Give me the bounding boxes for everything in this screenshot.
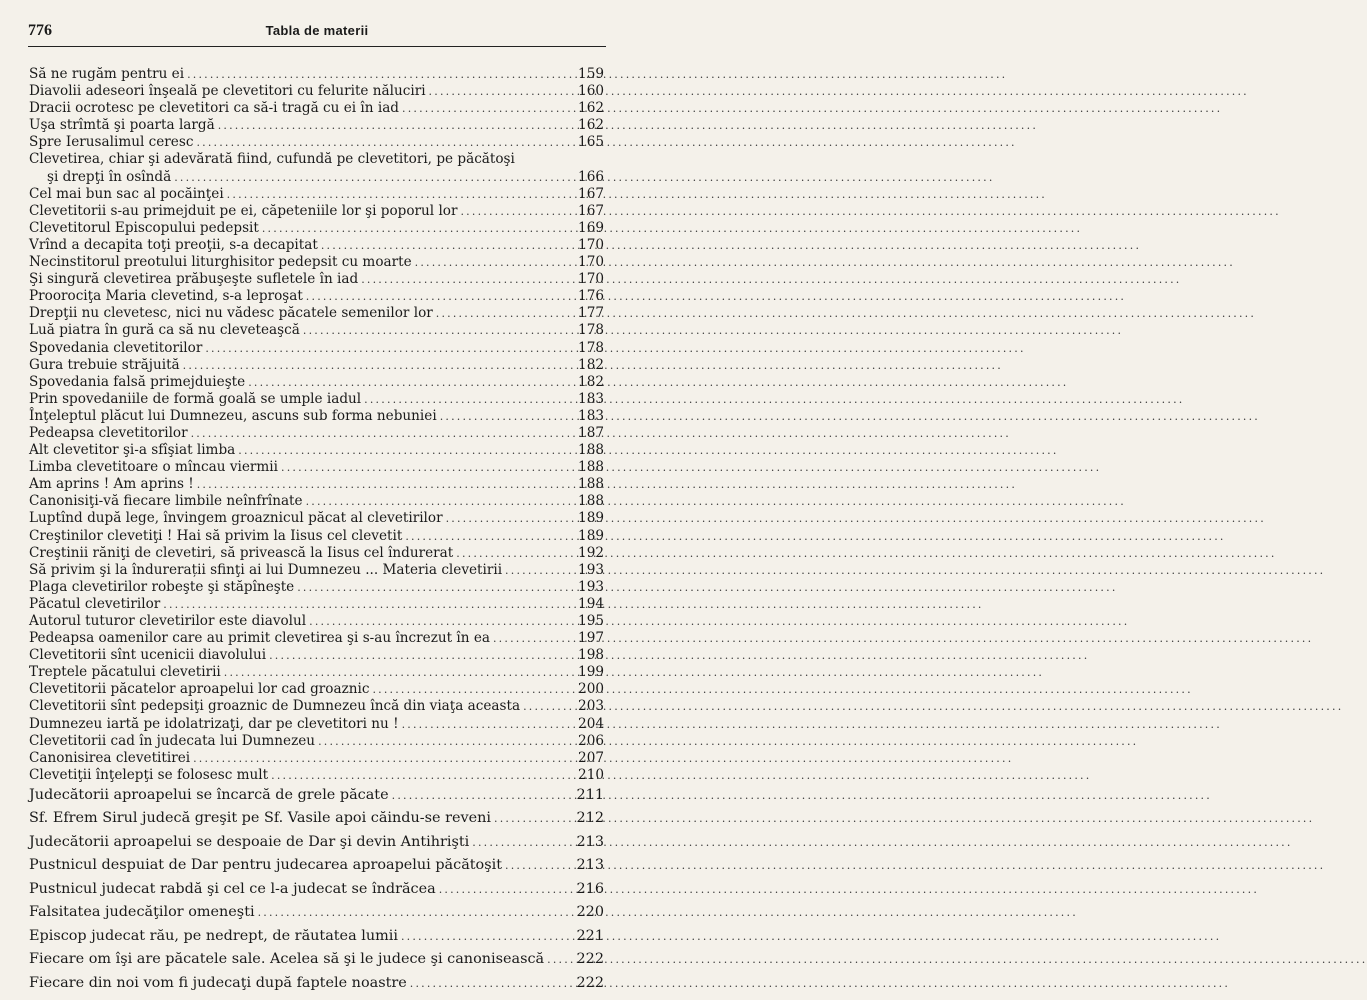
dot-leader [193,134,578,151]
toc-entry-title: Canonisirea clevetitirei [29,749,191,766]
toc-entry-page: 160 [578,83,604,100]
toc-entry-page: 203 [578,698,604,715]
toc-entry-title: Judecătorii aproapelui se despoaie de Dar şi devin Antihrişti [29,833,470,850]
toc-entry-title: Am aprins ! Am aprins ! [29,476,194,493]
dot-leader [278,459,578,476]
toc-entry [29,493,604,510]
toc-entry-title: Alt clevetitor şi-a sfîşiat limba [29,442,236,459]
toc-entry-page: 183 [578,390,604,407]
dot-leader [303,493,578,510]
dot-leader [315,733,578,750]
toc-entry-title: Uşa strîmtă şi poarta largă [29,117,215,134]
toc-entry-title: Treptele păcatului clevetirii [29,664,221,681]
toc-entry-page: 170 [578,271,604,288]
dot-leader [453,545,578,562]
toc-entry-title: Clevetitorii sînt pedepsiţi groaznic de Dumnezeu încă din viaţa aceasta [29,698,521,715]
dot-leader [433,305,578,322]
toc-entry-title: Înţeleptul plăcut lui Dumnezeu, ascuns sub forma nebuniei [29,407,437,424]
toc-entry [29,545,604,562]
toc-entry-title: Fiecare din noi vom fi judecaţi după faptele noastre [29,974,407,991]
toc-entry-page: 166 [578,168,604,185]
toc-entry-page: 182 [578,373,604,390]
toc-entry-page: 178 [578,322,604,339]
dot-leader [306,613,578,630]
toc-entry-title: Drepţii nu clevetesc, nici nu vădesc păcatele semenilor lor [29,305,433,322]
toc-entry [29,134,604,151]
dot-leader [490,630,578,647]
dot-leader [402,528,578,545]
toc-entry-page: 221 [576,927,604,944]
toc-entry-title: Spre Ierusalimul ceresc [29,134,194,151]
toc-entry [29,733,604,750]
dot-leader [300,322,578,339]
toc-entry-title: Clevetirea, chiar şi adevărată fiind, cufundă pe clevetitori, pe păcătoşi [29,151,515,168]
toc-entry-page: 159 [578,66,604,82]
toc-entry [29,681,604,698]
toc-entry-title: Necinstitorul preotului liturghisitor pedepsit cu moarte [29,254,412,271]
dot-leader [190,750,578,767]
toc-entry-title: Pustnicul judecat rabdă şi cel ce l-a judecat se îndrăcea [29,880,436,897]
toc-entry-page: 207 [578,749,604,766]
toc-entry-title: Episcop judecat rău, pe nedrept, de răutatea lumii [29,927,398,944]
dot-leader [294,579,578,596]
toc-entry-page: 192 [578,544,604,561]
toc-entry-title: Clevetitorul Episcopului pedepsit [29,219,259,236]
toc-entry [29,901,604,925]
toc-entry-title: Luă piatra în gură ca să nu cleveteaşcă [29,322,300,339]
toc-entry-title: Creştinii răniţi de clevetiri, să privească la Iisus cel îndurerat [29,544,454,561]
toc-entry-title: Cel mai bun sac al pocăinţei [29,185,224,202]
toc-entry-page: 170 [578,236,604,253]
dot-leader [224,186,578,203]
toc-entry-title: Falsitatea judecăţilor omeneşti [29,904,255,921]
toc-entry-title: Proorociţa Maria clevetind, s-a leproşat [29,288,303,305]
toc-entry [29,596,604,613]
dot-leader [520,698,578,715]
toc-entry [29,322,604,339]
toc-entry-title: Clevetitorii s-au primejduit pe ei, căpeteniile lor şi poporul lor [29,202,458,219]
toc-entry-page: 177 [578,305,604,322]
toc-entry-page: 170 [578,254,604,271]
toc-entry-page: 167 [578,202,604,219]
dot-leader [426,83,578,100]
toc-entry-title: Gura trebuie străjuită [29,356,180,373]
dot-leader [255,901,577,925]
toc-entry [29,878,604,902]
toc-entry-page: 162 [578,100,604,117]
toc-entry-title: Limba clevetitoare o mîncau viermii [29,459,278,476]
toc-entry-title: Creştinilor clevetiţi ! Hai să privim la Iisus cel clevetit [29,527,403,544]
toc-entry-title: Canonisiţi-vă fiecare limbile neînfrînate [29,493,303,510]
dot-leader [502,562,578,579]
toc-entry-page: 188 [578,442,604,459]
toc-entry [29,807,604,831]
toc-entry [29,83,604,100]
dot-leader [160,596,578,613]
toc-entry [29,767,604,784]
toc-entry [29,647,604,664]
toc-entry-title: Sf. Efrem Sirul judecă greşit pe Sf. Vasile apoi căindu-se reveni [29,810,492,827]
toc-entry [29,510,604,527]
toc-entry-page: 193 [578,561,604,578]
toc-entry [29,117,604,134]
toc-entry-title: Dumnezeu iartă pe idolatrizaţi, dar pe clevetitori nu ! [29,715,399,732]
toc-entry-page: 188 [578,493,604,510]
dot-leader [259,220,578,237]
toc-entry-title: Şi singură clevetirea prăbuşeşte sufletele în iad [29,271,359,288]
dot-leader [194,476,578,493]
toc-entry [29,698,604,715]
dot-leader [436,878,577,902]
dot-leader [318,237,578,254]
dot-leader [457,203,578,220]
toc-entry [29,948,604,972]
dot-leader [358,271,578,288]
toc-entry [29,408,604,425]
dot-leader [188,425,578,442]
toc-entry-page: 195 [578,613,604,629]
toc-entry [29,831,604,855]
toc-entry-page: 204 [578,715,604,732]
dot-leader [202,340,578,357]
toc-entry-page: 178 [578,339,604,356]
dot-leader [399,716,578,733]
toc-entry-title: Judecătorii aproapelui se încarcă de grele păcate [29,786,389,803]
dot-leader [361,391,578,408]
toc-entry-page: 162 [578,117,604,134]
toc-entry [29,425,604,442]
toc-entry-title: Vrînd a decapita toţi preoţii, s-a decapitat [29,236,318,253]
toc-entry-page: 206 [578,732,604,749]
toc-entry-title: Spovedania falsă primejduieşte [29,373,246,390]
dot-leader [266,647,578,664]
toc-entry [29,476,604,493]
toc-entry [29,100,604,117]
toc-entry-page: 187 [578,424,604,441]
toc-entry-title: Să ne rugăm pentru ei [29,66,185,82]
toc-entry-page: 199 [578,664,604,681]
toc-entry-page: 167 [578,185,604,202]
toc-entry [29,972,604,996]
toc-entry [29,391,604,408]
toc-entry-page: 193 [578,578,604,595]
dot-leader [268,767,578,784]
toc-entry [29,528,604,545]
toc-entry [29,357,604,374]
toc-entry-title: Luptînd după lege, învingem groaznicul păcat al clevetirilor [29,510,443,527]
dot-leader [221,664,578,681]
toc-entry [29,186,604,203]
page-number: 776 [28,22,52,39]
toc-entry [29,925,604,949]
toc-entry [29,151,604,168]
toc-entry-title: Pedeapsa oamenilor care au primit clevetirea şi s-au încrezut în ea [29,630,490,647]
toc-entry-title: Păcatul clevetirilor [29,595,161,612]
toc-entry [29,66,604,83]
toc-entry-page: 189 [578,527,604,544]
dot-leader [437,408,578,425]
toc-entry [29,305,604,322]
toc-entry-page: 213 [576,857,604,874]
toc-entry [29,630,604,647]
dot-leader [180,357,578,374]
toc-entry-title: Spovedania clevetitorilor [29,339,203,356]
toc-entry-page: 188 [578,476,604,493]
dot-leader [491,807,577,831]
toc-entry [29,750,604,767]
toc-entry [29,254,604,271]
toc-entry [29,579,604,596]
toc-entry [29,784,604,808]
dot-leader [412,254,578,271]
toc-entry [29,442,604,459]
toc-entry [29,340,604,357]
dot-leader [369,681,578,698]
toc-entry [29,716,604,733]
toc-entry-page: 198 [578,647,604,664]
toc-entry [29,459,604,476]
toc-entry [29,271,604,288]
toc-entry [29,854,604,878]
toc-entry-title: Autorul tuturor clevetirilor este diavolul [29,613,307,629]
dot-leader [407,972,577,996]
toc-entry-page: 189 [578,510,604,527]
dot-leader [443,510,578,527]
page-header [28,22,606,47]
toc-entry-title: Clevetitorii sînt ucenicii diavolului [29,647,267,664]
toc-entry-page: 211 [576,786,604,803]
dot-leader [184,66,578,83]
toc-entry-title: Pustnicul despuiat de Dar pentru judecarea aproapelui păcătoşit [29,857,502,874]
toc-entry [29,374,604,391]
toc-entry-page: 183 [578,407,604,424]
toc-entry-title: Diavolii adeseori înşeală pe clevetitori cu felurite năluciri [29,83,426,100]
toc-entry [29,169,604,186]
toc-entry-title: Clevetitorii cad în judecata lui Dumnezeu [29,732,316,749]
toc-entry-page: 216 [576,880,604,897]
dot-leader [245,374,578,391]
toc-entry-title: Să privim şi la îndurerații sfinţi ai lui Dumnezeu ... Materia clevetirii [29,561,503,578]
toc-entry-title: Prin spovedaniile de formă goală se umple iadul [29,390,362,407]
toc-entry [29,613,604,630]
toc-entry-title: Fiecare om îşi are păcatele sale. Acelea să şi le judece şi canonisească [29,951,545,968]
toc-entry-page: 200 [578,681,604,698]
toc-entry [29,562,604,579]
toc-entry-page: 194 [578,595,604,612]
book-page [0,0,634,1000]
toc-entry-page: 165 [578,134,604,151]
toc-entry-title: Plaga clevetirilor robeşte şi stăpîneşte [29,578,295,595]
dot-leader [389,784,577,808]
toc-entry [29,664,604,681]
toc-entry-title: şi drepţi în osîndă [47,168,172,185]
toc-entry-page: 210 [578,766,604,783]
toc-entry-page: 182 [578,356,604,373]
toc-entry-page: 188 [578,459,604,476]
dot-leader [544,948,576,972]
dot-leader [235,442,578,459]
toc-entry-title: Dracii ocrotesc pe clevetitori ca să-i tragă cu ei în iad [29,100,400,117]
dot-leader [171,169,578,186]
toc-entry-page: 169 [578,219,604,236]
toc-entry-page: 222 [576,974,604,991]
toc-entry-page: 212 [576,810,604,827]
toc-entry-title: Pedeapsa clevetitorilor [29,424,188,441]
toc-entry [29,220,604,237]
toc-entry-page: 213 [576,833,604,850]
toc-entry [29,203,604,220]
dot-leader [398,925,577,949]
toc-entry-page: 197 [578,630,604,647]
dot-leader [303,288,578,305]
dot-leader [502,854,577,878]
dot-leader [469,831,576,855]
running-title: Tabla de materii [265,23,369,38]
toc-entry-page: 222 [576,951,604,968]
toc-entry-page: 220 [576,904,604,921]
dot-leader [399,100,578,117]
toc-entry [29,288,604,305]
dot-leader [215,117,578,134]
table-of-contents [29,66,604,995]
toc-entry-page: 176 [578,288,604,305]
toc-entry-title: Clevetiţii înţelepţi se folosesc mult [29,766,269,783]
toc-entry-title: Clevetitorii păcatelor aproapelui lor cad groaznic [29,681,370,698]
toc-entry [29,237,604,254]
